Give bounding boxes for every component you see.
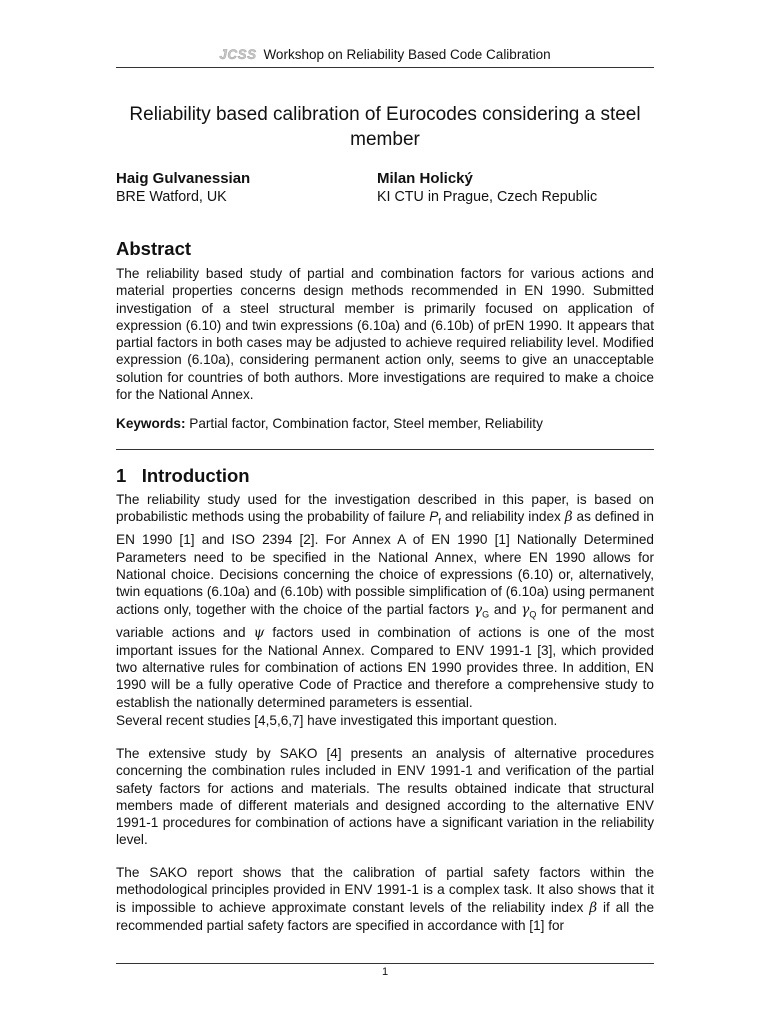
pf-symbol: P [429,509,439,525]
text-run: and reliability index [440,509,565,525]
header-text: Workshop on Reliability Based Code Calibration [263,47,551,62]
running-header [116,46,654,64]
gamma-subscript: Q [529,609,537,620]
section-rule [116,449,654,450]
text-run: factors used in combination of actions is one of the most important issues for the National Annex. Compared to ENV 1991-1 [3], which provided two alternative rules for combination of actions EN 1990 provides three. In addition, EN 1990 will be a fully operative Code of Practice and therefore a comprehensive study to establish the nationally determined parameters is essential. [116,624,655,710]
text-run: The reliability study used for the investigation described in this paper, is based on probabilistic methods using the probability of failure [116,492,654,525]
intro-paragraph-4 [116,864,654,934]
text-run: The SAKO report shows that the calibration of partial safety factors within the methodological principles provided in ENV 1991-1 is a complex task. It also shows that it is impossible to achieve approximate constant levels of the reliability index [116,865,654,915]
author-name: Milan Holický [377,170,473,187]
abstract-text: The reliability based study of partial and combination factors for various actions and material properties concerns design methods recommended in EN 1990. Submitted investigation of a steel structural member is primarily focused on application of expression (6.10) and twin expressions (6.10a) and (6.10b) of prEN 1990. It appears that partial factors in both cases may be adjusted to achieve required reliability level. Modified expression (6.10a), considering permanent action only, seems to give an unacceptable solution for countries of both authors. More investigations are required to make a choice for the National Annex. [116,266,654,403]
pf-subscript: f [438,517,441,528]
keywords-label: Keywords: [116,416,186,431]
gamma-symbol: γ [474,601,483,618]
abstract-heading: Abstract [116,238,192,259]
author-block-2 [377,170,597,206]
gamma-symbol: γ [521,601,530,618]
psi-symbol: ψ [253,624,265,641]
author-affiliation: BRE Watford, UK [116,189,227,205]
intro-paragraph-3: The extensive study by SAKO [4] presents an analysis of alternative procedures concerning the combination rules included in ENV 1991-1 and verification of the partial safety factors for actions and materials. The results obtained indicate that structural members made of different materials and designed according to the alternative ENV 1991-1 procedures for combination of actions have a significant variation in the reliability level. [116,746,654,848]
gamma-subscript: G [482,609,490,620]
text-run: and [489,601,522,617]
section-title: Introduction [141,465,250,486]
page-number: 1 [381,966,389,978]
beta-symbol: β [589,899,598,916]
jcss-logo: JCSS [219,47,257,62]
intro-paragraph-2: Several recent studies [4,5,6,7] have investigated this important question. [116,713,558,728]
text-run: as defined in EN 1990 [1] and ISO 2394 [2]. For Annex A of EN 1990 [1] Nationally Determined Parameters need to be specified in the National Annex, where EN 1990 allows for National choice. Decisions concerning the choice of expressions (6.10) or, alternatively, twin equations (6.10a) and (6.10b) with possible simplification of (6.10a) using permanent actions only, together with the choice of the partial factors [116,509,654,617]
header-rule [116,67,654,68]
keywords [116,415,654,432]
footer-rule [116,963,654,964]
author-affiliation: KI CTU in Prague, Czech Republic [377,189,598,205]
beta-symbol: β [564,509,573,526]
section-number: 1 [116,465,127,486]
text-run: if all the recommended partial safety factors are specified in accordance with [1] for [116,899,655,933]
author-block-1 [116,170,250,206]
intro-paragraph-1 [116,491,654,711]
keywords-text: Partial factor, Combination factor, Steel member, Reliability [189,416,543,431]
text-run: for permanent and variable actions and [116,601,654,640]
section-heading [116,465,250,487]
paper-title: Reliability based calibration of Eurocodes considering a steel member [129,104,641,150]
author-name: Haig Gulvanessian [116,170,251,187]
